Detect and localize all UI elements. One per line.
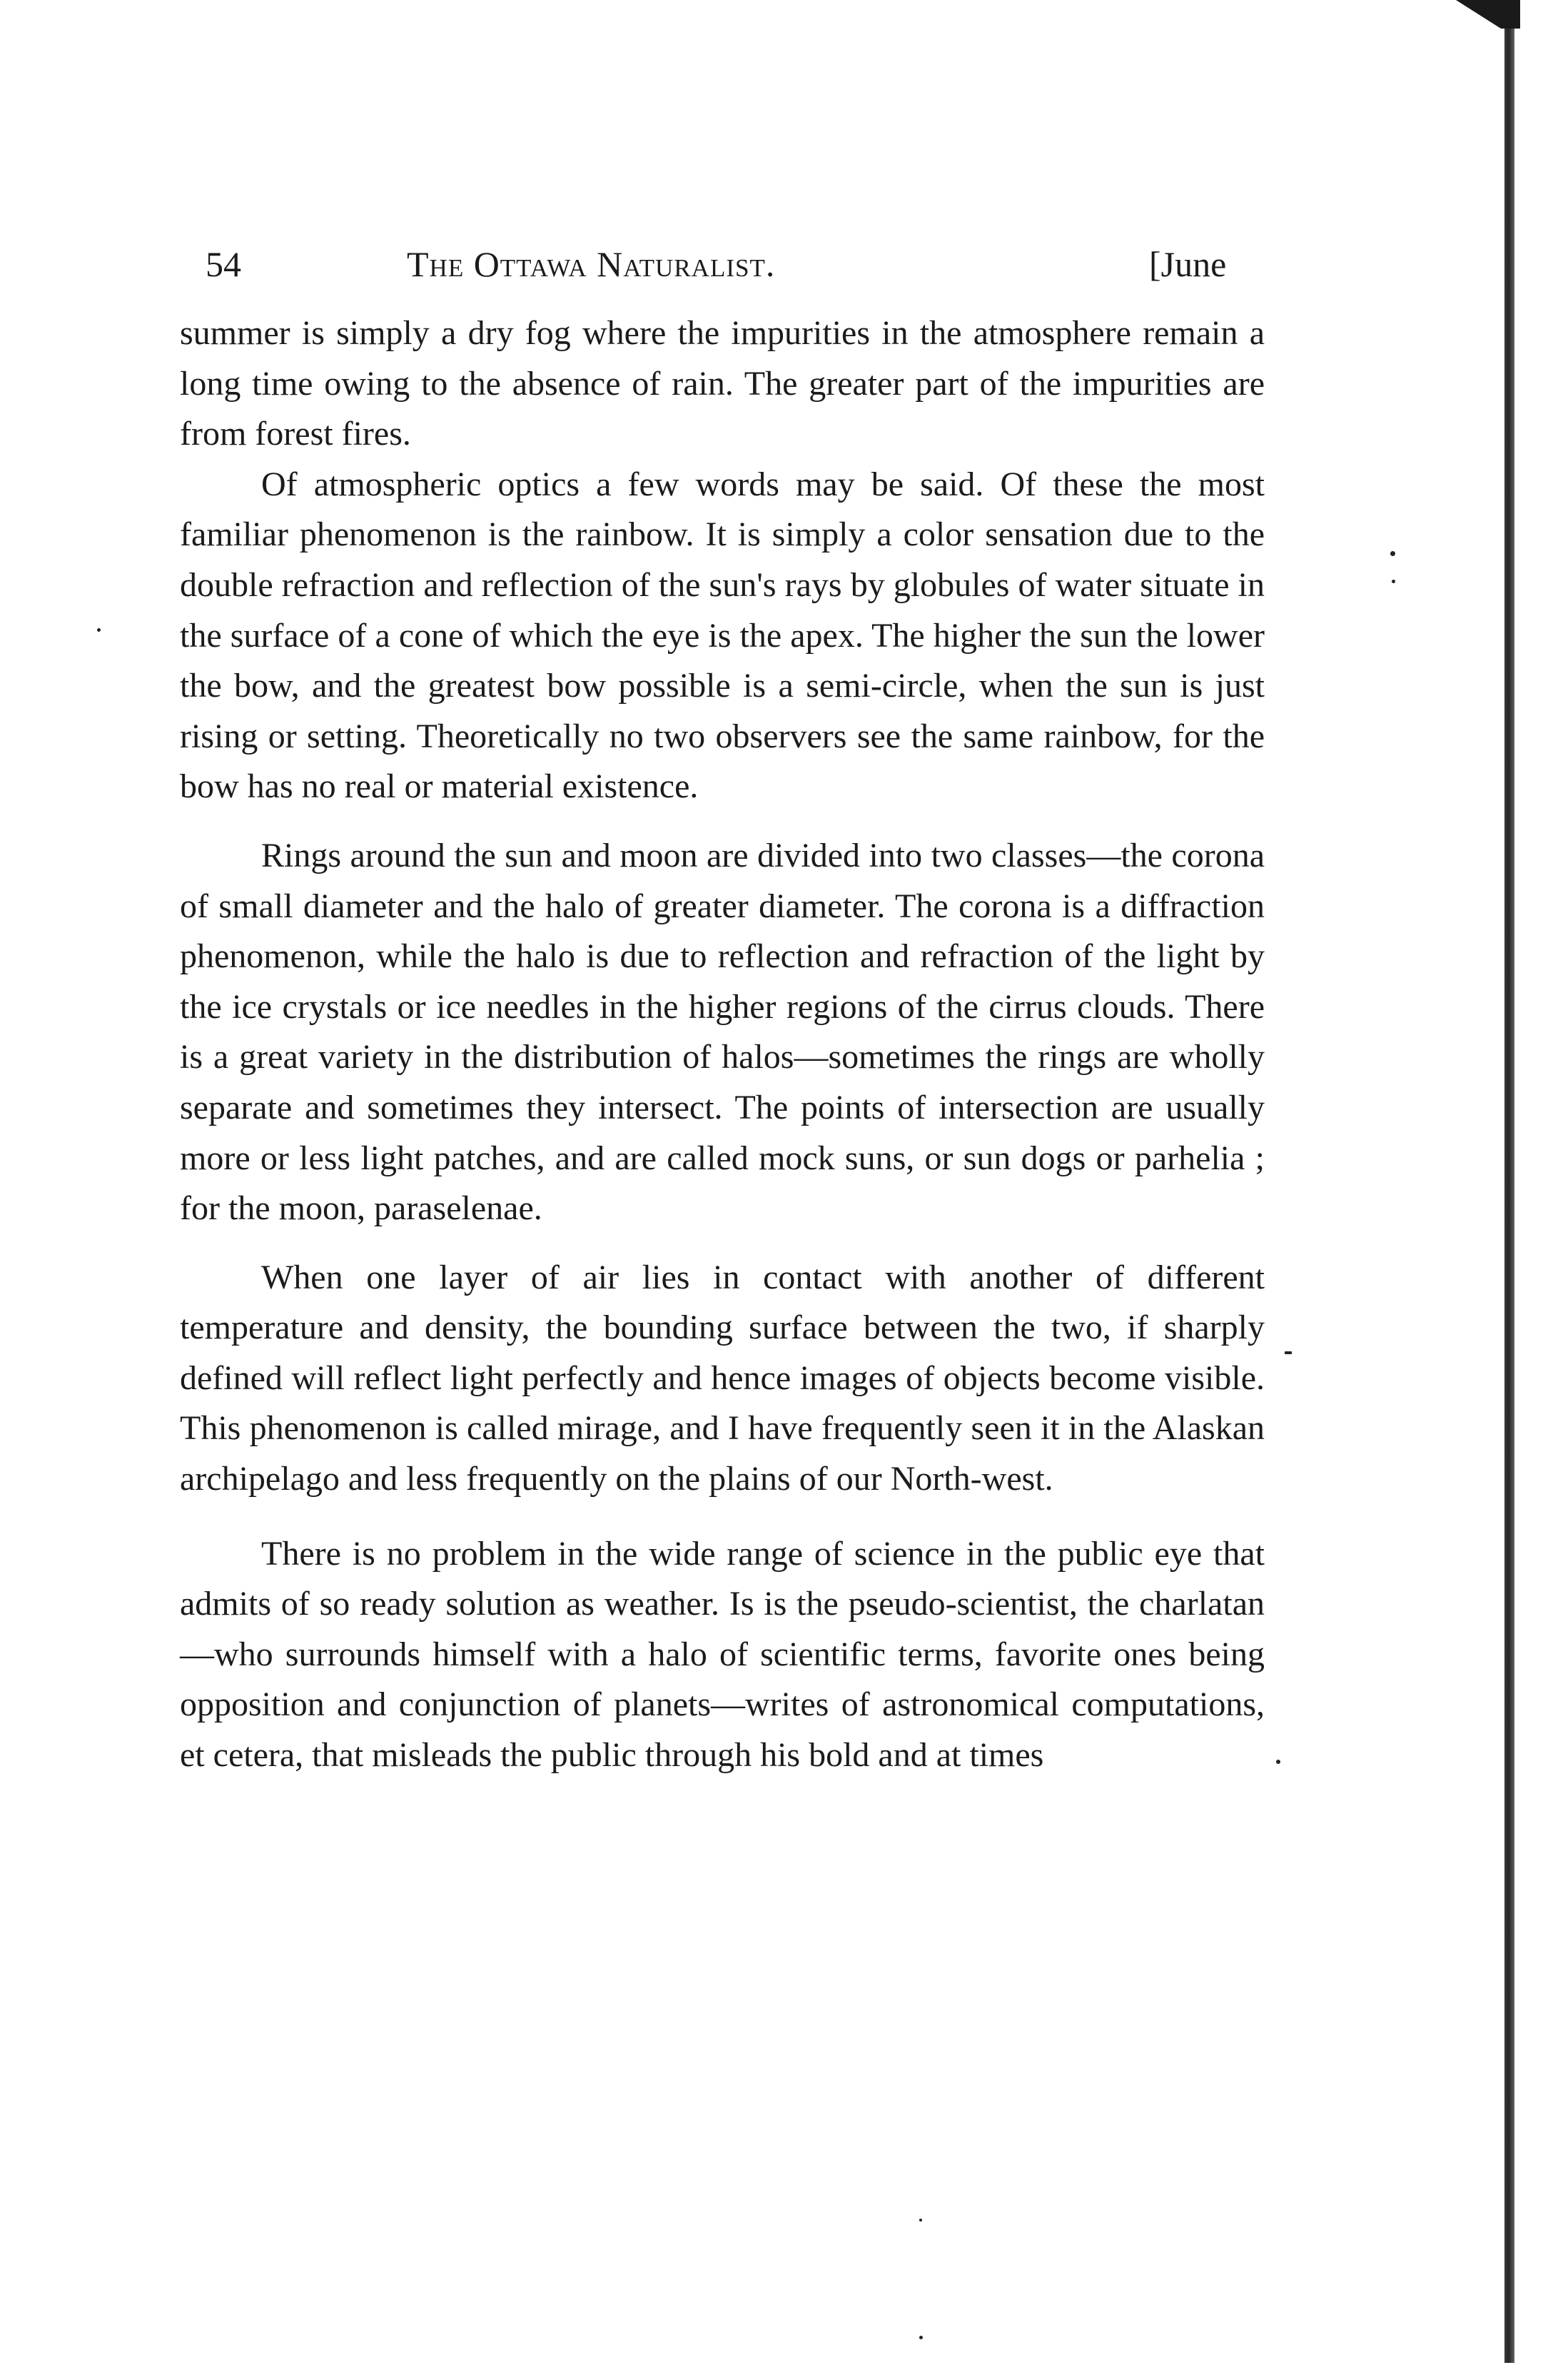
- scan-speck: [97, 628, 101, 632]
- page-number: 54: [206, 244, 241, 284]
- issue-month: [June: [1149, 244, 1227, 284]
- running-header: [206, 236, 1276, 293]
- paragraph-atmospheric-optics: Of atmospheric optics a few words may be said. Of these the most familiar phenomenon is the rainbow. It is simply a color sensation due to the double refraction and reflection of the sun's rays by globules of water situate in the surface of a cone of which the eye is the apex. The higher the sun the lower the bow, and the greatest bow possible is a semi-circle, when the sun is just rising or setting. Theoretically no two observers see the same rainbow, for the bow has no real or material existence.: [180, 465, 1265, 806]
- body-text: [180, 308, 1265, 1781]
- paragraph-mirage: When one layer of air lies in contact with another of different temperature and density, the bounding surface between the two, if sharply defined will reflect light perfectly and hence images of objects become visible. This phenomenon is called mirage, and I have frequently seen it in the Alaskan archipelago and less frequently on the plains of our North-west.: [180, 1258, 1265, 1498]
- binding-edge-shadow: [1504, 29, 1514, 2363]
- scan-speck: [1276, 1760, 1280, 1764]
- scan-speck: [1285, 1351, 1292, 1354]
- binding-corner-shadow: [1456, 0, 1520, 29]
- paragraph-continuation: summer is simply a dry fog where the impurities in the atmosphere remain a long time owing to the absence of rain. The greater part of the impurities are from forest fires.: [180, 314, 1265, 453]
- scan-speck: [1392, 580, 1395, 583]
- paragraph-rings-halos: Rings around the sun and moon are divided into two classes—the corona of small diameter and the halo of greater diameter. The corona is a diffraction phenomenon, while the halo is due to reflection and refraction of the light by the ice crystals or ice needles in the higher regions of the cirrus clouds. There is a great variety in the distribution of halos—sometimes the rings are wholly separate and sometimes they intersect. The points of intersection are usually more or less light patches, and are called mock suns, or sun dogs or parhelia ; for the moon, paraselenae.: [180, 836, 1265, 1228]
- running-title: The Ottawa Naturalist.: [407, 244, 776, 284]
- scan-speck: [1390, 551, 1395, 556]
- paragraph-weather: There is no problem in the wide range of science in the public eye that admits of so ready solution as weather. Is is the pseudo-scientist, the charlatan—who surrounds himself with a halo of scientific terms, favorite ones being opposition and conjunction of planets—writes of astronomical computations, et cetera, that misleads the public through his bold and at times: [180, 1534, 1265, 1775]
- scan-speck: [919, 2336, 923, 2339]
- scan-speck: [919, 2219, 922, 2222]
